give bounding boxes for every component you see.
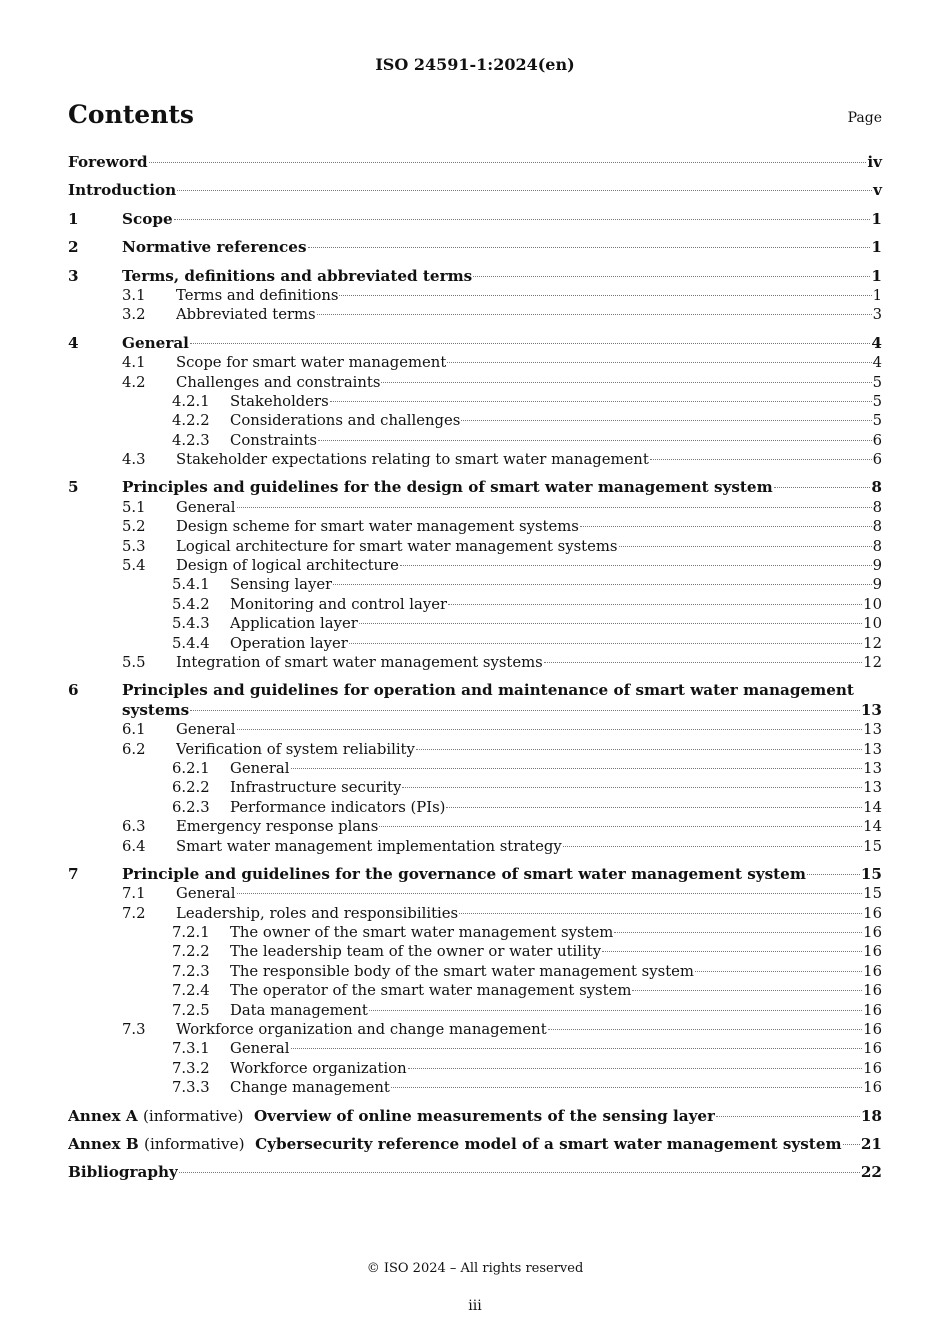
toc-entry-page: 13 [863,721,882,739]
toc-entry-number: 1 [68,209,79,228]
toc-entry-page: 1 [872,286,882,304]
leader-dots [237,507,872,508]
toc-entry-title: General [176,721,236,739]
toc-entry-number: 6 [68,681,79,700]
toc-entry-page: 10 [863,595,882,613]
toc-entry-page: 12 [863,634,882,652]
toc-entry-number: 7.2.5 [172,1001,210,1019]
toc-entry-title: Introduction [68,181,177,200]
toc-entry-page: 14 [863,798,882,816]
leader-dots [448,604,862,605]
toc-entry-title: The responsible body of the smart water management system [230,962,694,980]
toc-entry-page: 5 [872,412,882,430]
toc-entry-page: 16 [863,924,882,942]
toc-entry-page: 1 [871,238,882,257]
toc-entry[interactable] [68,353,882,372]
annex-title: Cybersecurity reference model of a smart water management system [255,1134,842,1153]
leader-dots [716,1116,860,1117]
leader-dots [548,1029,862,1030]
leader-dots [807,874,860,875]
toc-entry-page: v [873,181,882,200]
toc-entry-title: Design of logical architecture [176,557,399,575]
toc-entry[interactable] [68,884,882,903]
leader-dots [190,710,860,711]
leader-dots [379,826,862,827]
leader-dots [318,440,872,441]
toc-entry-page: 16 [863,1021,882,1039]
toc-entry-title: The owner of the smart water management system [230,924,614,942]
toc-entry-title: Smart water management implementation strategy [176,837,562,855]
toc-entry-number: 5 [68,478,79,497]
toc-entry-title: General [230,1040,290,1058]
toc-entry-title: Challenges and constraints [176,373,381,391]
annex-title: Overview of online measurements of the sensing layer [254,1106,716,1125]
toc-entry-number: 5.4.3 [172,615,210,633]
toc-entry-number: 4.2.3 [172,431,210,449]
toc-entry[interactable] [68,865,882,884]
toc-entry[interactable] [68,411,882,430]
toc-entry-number: 5.2 [122,518,146,536]
leader-dots [619,546,872,547]
toc-entry[interactable] [68,817,882,836]
toc-entry[interactable] [68,267,882,286]
toc-entry[interactable] [68,1001,882,1020]
toc-entry-title: General [230,759,290,777]
toc-entry[interactable] [68,498,882,517]
toc-entry-number: 5.4.2 [172,595,210,613]
leader-dots [459,913,862,914]
table-of-contents [68,153,882,1183]
toc-entry-title-continued: systems [122,700,190,719]
toc-entry-page: 8 [872,518,882,536]
toc-entry-title: Performance indicators (PIs) [230,798,446,816]
leader-dots [461,420,871,421]
leader-dots [381,382,871,383]
toc-entry-number: 5.4.1 [172,576,210,594]
toc-entry[interactable] [68,701,882,720]
toc-entry-title: Considerations and challenges [230,412,461,430]
leader-dots [291,1048,863,1049]
toc-entry-title: Leadership, roles and responsibilities [176,904,459,922]
toc-entry[interactable] [68,962,882,981]
leader-dots [650,459,872,460]
toc-entry[interactable] [68,1135,882,1154]
toc-entry-number: 7.3.2 [172,1059,210,1077]
toc-entry[interactable] [68,740,882,759]
toc-entry-number: 7.2.4 [172,982,210,1000]
toc-entry-page: 9 [872,576,882,594]
leader-dots [317,314,872,315]
toc-entry-page: 13 [863,759,882,777]
toc-entry-page: 16 [863,943,882,961]
toc-entry-number: 6.2.1 [172,759,210,777]
toc-entry-page: 8 [872,498,882,516]
toc-entry-page: 5 [872,392,882,410]
toc-entry-title: Emergency response plans [176,818,379,836]
toc-entry-page: 16 [863,982,882,1000]
toc-entry-page: 22 [860,1163,882,1182]
toc-entry-number: 2 [68,238,79,257]
toc-entry-page: 6 [872,451,882,469]
toc-entry-page: 8 [872,537,882,555]
toc-entry-page: 3 [872,306,882,324]
leader-dots [237,893,863,894]
leader-dots [179,1172,860,1173]
toc-entry-title: Application layer [230,615,358,633]
toc-entry-number: 7.2.3 [172,962,210,980]
toc-entry[interactable] [68,1107,882,1126]
toc-entry-page: 18 [860,1106,882,1125]
toc-entry[interactable] [68,1039,882,1058]
toc-entry[interactable] [68,210,882,229]
toc-entry-page: 9 [872,557,882,575]
toc-entry[interactable] [68,392,882,411]
toc-entry[interactable] [68,153,882,172]
toc-entry[interactable] [68,778,882,797]
leader-dots [177,190,872,191]
toc-entry[interactable] [68,1163,882,1182]
toc-entry-number: 4 [68,333,79,352]
toc-entry-title: Terms and definitions [176,286,339,304]
toc-entry[interactable] [68,575,882,594]
toc-entry[interactable] [68,720,882,739]
leader-dots [330,401,872,402]
toc-entry-title: Normative references [122,238,307,257]
leader-dots [308,247,871,248]
toc-entry-title: Sensing layer [230,576,333,594]
toc-entry-page: 16 [863,1079,882,1097]
toc-entry[interactable] [68,595,882,614]
toc-entry[interactable] [68,1078,882,1097]
toc-entry-page: 21 [860,1134,882,1153]
toc-entry-title: Workforce organization [230,1059,407,1077]
toc-entry-title: Design scheme for smart water management systems [176,518,579,536]
toc-entry-title: Stakeholders [230,392,329,410]
toc-entry-number: 6.2 [122,740,146,758]
toc-entry-page: 10 [863,615,882,633]
toc-entry-number: 5.1 [122,498,146,516]
toc-entry[interactable] [68,450,882,469]
toc-entry[interactable] [68,556,882,575]
toc-entry-page: 5 [872,373,882,391]
leader-dots [174,219,871,220]
toc-entry[interactable] [68,334,882,353]
toc-entry-number: 7.3.3 [172,1079,210,1097]
toc-entry-number: 4.2.1 [172,392,210,410]
toc-entry-page: 13 [863,779,882,797]
toc-entry-page: 4 [872,354,882,372]
toc-entry[interactable] [68,305,882,324]
toc-entry[interactable] [68,1020,882,1039]
toc-entry-page: 15 [863,837,882,855]
toc-entry-page: 15 [863,885,882,903]
toc-entry-title: Abbreviated terms [176,306,316,324]
toc-entry-page: 16 [863,1040,882,1058]
toc-entry-title: Stakeholder expectations relating to smart water management [176,451,649,469]
toc-entry-title [68,1107,715,1126]
toc-entry-title: General [176,885,236,903]
leader-dots [774,487,871,488]
toc-entry[interactable] [68,517,882,536]
toc-entry-title: Scope [122,209,173,228]
toc-entry-number: 7.3 [122,1021,146,1039]
toc-entry-title: Change management [230,1079,390,1097]
toc-entry-title: Principles and guidelines for the design of smart water management system [122,478,773,497]
toc-entry-number: 7.2 [122,904,146,922]
leader-dots [473,276,870,277]
leader-dots [359,623,862,624]
leader-dots [408,1068,863,1069]
toc-entry[interactable] [68,478,882,497]
toc-entry-number: 3.1 [122,286,146,304]
toc-entry-page: 16 [863,962,882,980]
toc-entry-page: iv [867,153,882,171]
leader-dots [400,565,872,566]
toc-entry-page: 4 [871,333,882,352]
leader-dots [843,1144,860,1145]
toc-entry-page: 1 [871,209,882,228]
toc-entry[interactable] [68,981,882,1000]
toc-entry-number: 3 [68,266,79,285]
toc-entry-number: 7.3.1 [172,1040,210,1058]
toc-entry[interactable] [68,431,882,450]
toc-entry-page: 12 [863,653,882,671]
toc-entry-title: Constraints [230,431,317,449]
leader-dots [632,990,862,991]
toc-entry[interactable] [68,373,882,392]
leader-dots [580,526,872,527]
leader-dots [237,729,863,730]
leader-dots [544,662,862,663]
copyright-notice: © ISO 2024 – All rights reserved [366,1261,584,1276]
toc-entry[interactable] [68,759,882,778]
toc-entry-number: 7 [68,864,79,883]
toc-entry-number: 5.4.4 [172,634,210,652]
toc-entry-page: 8 [871,478,882,497]
toc-entry-title [68,1135,842,1154]
toc-entry[interactable] [68,634,882,653]
toc-entry-title: Principles and guidelines for operation and maintenance of smart water management [122,681,854,700]
toc-entry-page: 14 [863,818,882,836]
toc-entry-title: Principle and guidelines for the governance of smart water management system [122,864,806,883]
toc-entry[interactable] [68,238,882,257]
toc-entry-number: 7.2.2 [172,943,210,961]
leader-dots [333,584,871,585]
leader-dots [190,343,870,344]
toc-entry[interactable] [68,286,882,305]
toc-entry-number: 6.2.2 [172,779,210,797]
leader-dots [614,932,862,933]
toc-entry[interactable] [68,837,882,856]
toc-entry-title: General [176,498,236,516]
leader-dots [349,643,862,644]
page-number: iii [468,1298,482,1314]
toc-entry-title: Bibliography [68,1163,178,1182]
toc-entry-number: 6.3 [122,818,146,836]
toc-entry-page: 1 [871,266,882,285]
toc-entry-page: 16 [863,904,882,922]
annex-type: (informative) [142,1106,244,1125]
toc-entry[interactable] [68,798,882,817]
toc-entry-page: 16 [863,1001,882,1019]
leader-dots [416,749,862,750]
toc-entry[interactable] [68,537,882,556]
toc-entry-number: 4.1 [122,354,146,372]
document-identifier: ISO 24591-1:2024(en) [375,55,575,74]
toc-entry-number: 6.2.3 [172,798,210,816]
leader-dots [291,768,863,769]
toc-entry-title: The operator of the smart water management system [230,982,632,1000]
leader-dots [563,846,862,847]
page-column-label: Page [847,110,882,126]
toc-entry-title: Scope for smart water management [176,354,447,372]
toc-entry-title: Verification of system reliability [176,740,415,758]
toc-entry-page: 15 [860,864,882,883]
toc-entry-number: 4.2.2 [172,412,210,430]
toc-entry-title: Foreword [68,153,148,171]
toc-entry[interactable] [68,942,882,961]
leader-dots [402,787,862,788]
toc-entry-title: Data management [230,1001,368,1019]
annex-label: Annex B [68,1134,139,1153]
toc-entry-number: 6.1 [122,721,146,739]
toc-entry-number: 4.2 [122,373,146,391]
toc-entry-title: Integration of smart water management systems [176,653,543,671]
toc-entry-page: 16 [863,1059,882,1077]
toc-entry-number: 6.4 [122,837,146,855]
leader-dots [446,807,862,808]
toc-entry-title: General [122,333,189,352]
leader-dots [149,162,867,163]
toc-entry-number: 3.2 [122,306,146,324]
toc-entry-number: 5.3 [122,537,146,555]
toc-entry-title: Logical architecture for smart water management systems [176,537,618,555]
toc-entry-number: 4.3 [122,451,146,469]
toc-entry[interactable] [68,653,882,672]
leader-dots [602,951,862,952]
toc-entry-title: The leadership team of the owner or water utility [230,943,602,961]
toc-entry-page: 6 [872,431,882,449]
toc-entry[interactable] [68,181,882,200]
leader-dots [369,1010,862,1011]
toc-entry-title: Terms, definitions and abbreviated terms [122,266,473,285]
toc-entry-title: Operation layer [230,634,348,652]
annex-label: Annex A [68,1106,138,1125]
contents-heading: Contents [68,100,195,129]
toc-entry-page: 13 [863,740,882,758]
leader-dots [391,1087,862,1088]
annex-type: (informative) [144,1134,245,1153]
toc-entry[interactable] [68,614,882,633]
toc-entry-title: Workforce organization and change management [176,1021,547,1039]
toc-entry-heading-line[interactable] [68,681,882,700]
leader-dots [695,971,862,972]
toc-entry-number: 5.4 [122,557,146,575]
toc-entry[interactable] [68,1059,882,1078]
toc-entry-title: Monitoring and control layer [230,595,448,613]
toc-entry-number: 5.5 [122,653,146,671]
leader-dots [447,362,871,363]
toc-entry[interactable] [68,904,882,923]
leader-dots [339,295,871,296]
toc-entry-page: 13 [860,700,882,719]
toc-entry-number: 7.1 [122,885,146,903]
toc-entry-number: 7.2.1 [172,924,210,942]
toc-entry[interactable] [68,923,882,942]
toc-entry-title: Infrastructure security [230,779,402,797]
